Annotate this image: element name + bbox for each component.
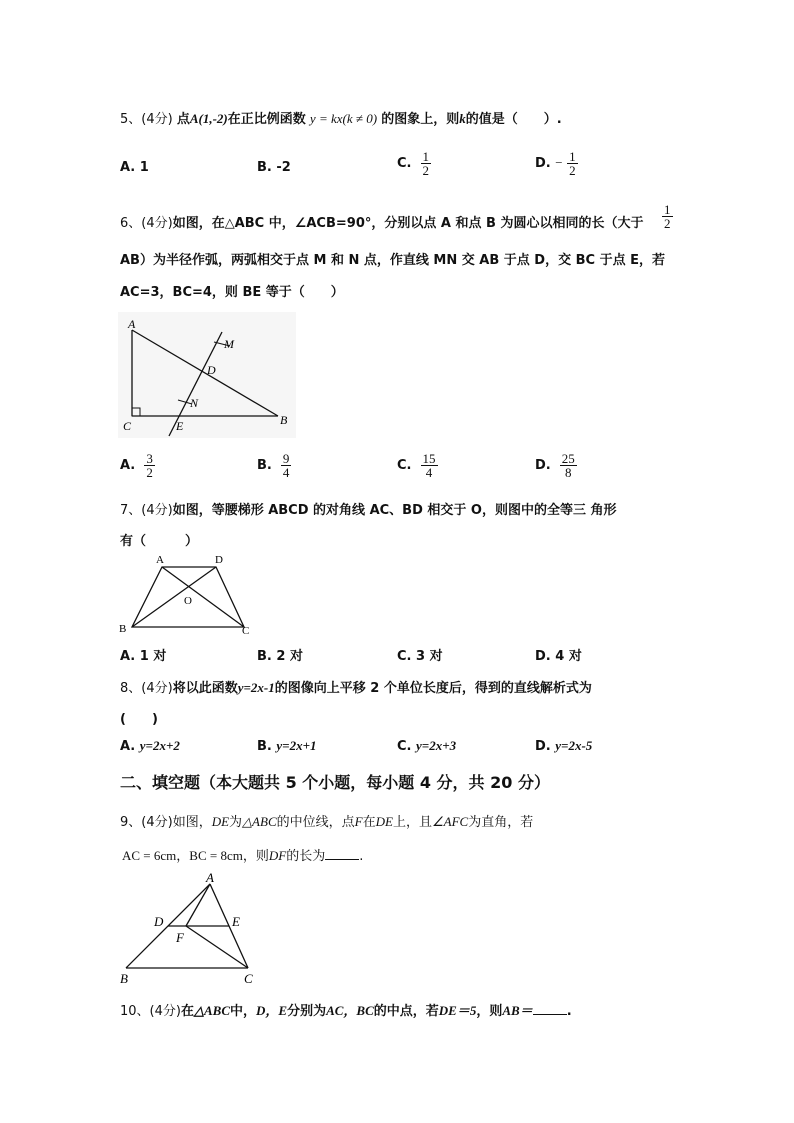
fraction: $\frac{1}{2}$ (569, 149, 576, 178)
fraction: $\frac{1}{2}$ (422, 149, 430, 178)
label-A: A (206, 870, 214, 885)
q5-option-a[interactable]: A. 1 (120, 160, 149, 175)
label-D: D (154, 914, 164, 929)
q6-figure (118, 312, 296, 438)
q6-stem-line2: AB）为半径作弧，两弧相交于点 M 和 N 点，作直线 MN 交 AB 于点 D，交 BC 于点 E，若 (120, 253, 666, 268)
label-O: O (184, 595, 192, 607)
q7-option-c[interactable]: C. 3 对 (397, 649, 443, 664)
q10-stem: 10、(4分)在△ABC中，D，E分别为AC，BC的中点，若DE＝5，则AB＝ . (120, 1003, 572, 1019)
label-E: E (176, 419, 184, 433)
q9-figure (116, 870, 266, 988)
q7-option-a[interactable]: A. 1 对 (120, 649, 167, 664)
q8-option-d[interactable]: D. y=2x-5 (535, 738, 593, 754)
q8-stem-line2: ( ) (120, 712, 158, 727)
q6-option-d[interactable]: D. $\frac{25}{8}$ (535, 451, 575, 480)
q7-option-d[interactable]: D. 4 对 (535, 649, 582, 664)
label-F: F (176, 930, 184, 945)
q7-option-b[interactable]: B. 2 对 (257, 649, 303, 664)
answer-blank[interactable] (533, 1002, 567, 1015)
label-B: B (120, 971, 128, 986)
label-E: E (232, 914, 240, 929)
q7-stem-line2: 有（ ） (120, 534, 199, 549)
q6-fraction: $\frac{1}{2}$ (664, 202, 671, 231)
q6-option-b[interactable]: B. $\frac{9}{4}$ (257, 451, 290, 480)
q8-option-c[interactable]: C. y=2x+3 (397, 738, 457, 754)
q7-figure (116, 552, 260, 638)
q9-stem-line2: AC = 6cm，BC = 8cm，则DF的长为 . (122, 848, 364, 864)
q5-number: 5、(4分) (120, 112, 173, 127)
label-M: M (224, 337, 234, 351)
label-C: C (123, 419, 132, 433)
q5-formula: y = kx(k ≠ 0) (309, 111, 378, 126)
q5-stem: 5、(4分) 点A(1,-2)在正比例函数 y = kx(k ≠ 0) 的图象上，则k的值是（ ）. (120, 111, 562, 127)
q5-option-d[interactable]: D. − $\frac{1}{2}$ (535, 149, 576, 178)
q5-option-c[interactable]: C. $\frac{1}{2}$ (397, 149, 430, 178)
label-C: C (244, 971, 253, 986)
q6-stem-line3: AC=3，BC=4，则 BE 等于（ ） (120, 285, 344, 300)
label-B: B (119, 623, 127, 635)
label-A: A (128, 317, 136, 331)
q8-stem-line1: 8、(4分)将以此函数y=2x-1的图像向上平移 2 个单位长度后，得到的直线解析式为 (120, 680, 592, 696)
q8-option-a[interactable]: A. y=2x+2 (120, 738, 180, 754)
label-C: C (242, 625, 250, 637)
answer-blank[interactable] (325, 847, 359, 860)
label-A: A (156, 554, 164, 566)
q6-option-a[interactable]: A. $\frac{3}{2}$ (120, 451, 153, 480)
label-D: D (215, 554, 223, 566)
q5-option-b[interactable]: B. -2 (257, 160, 291, 175)
label-N: N (190, 396, 199, 410)
q7-stem-line1: 7、(4分)如图，等腰梯形 ABCD 的对角线 AC、BD 相交于 O，则图中的全等三 角形 (120, 503, 617, 518)
q9-stem-line1: 9、(4分)如图，DE为△ABC的中位线，点F在DE上，且∠AFC为直角，若 (120, 814, 534, 830)
q6-option-c[interactable]: C. $\frac{15}{4}$ (397, 451, 436, 480)
q8-option-b[interactable]: B. y=2x+1 (257, 738, 317, 754)
q6-stem-line1: 6、(4分)如图，在△ABC 中，∠ACB=90°，分别以点 A 和点 B 为圆心以相同的长（大于 (120, 216, 644, 231)
label-D: D (207, 363, 216, 377)
label-B: B (280, 413, 288, 427)
section-heading: 二、填空题（本大题共 5 个小题，每小题 4 分，共 20 分） (120, 773, 550, 792)
